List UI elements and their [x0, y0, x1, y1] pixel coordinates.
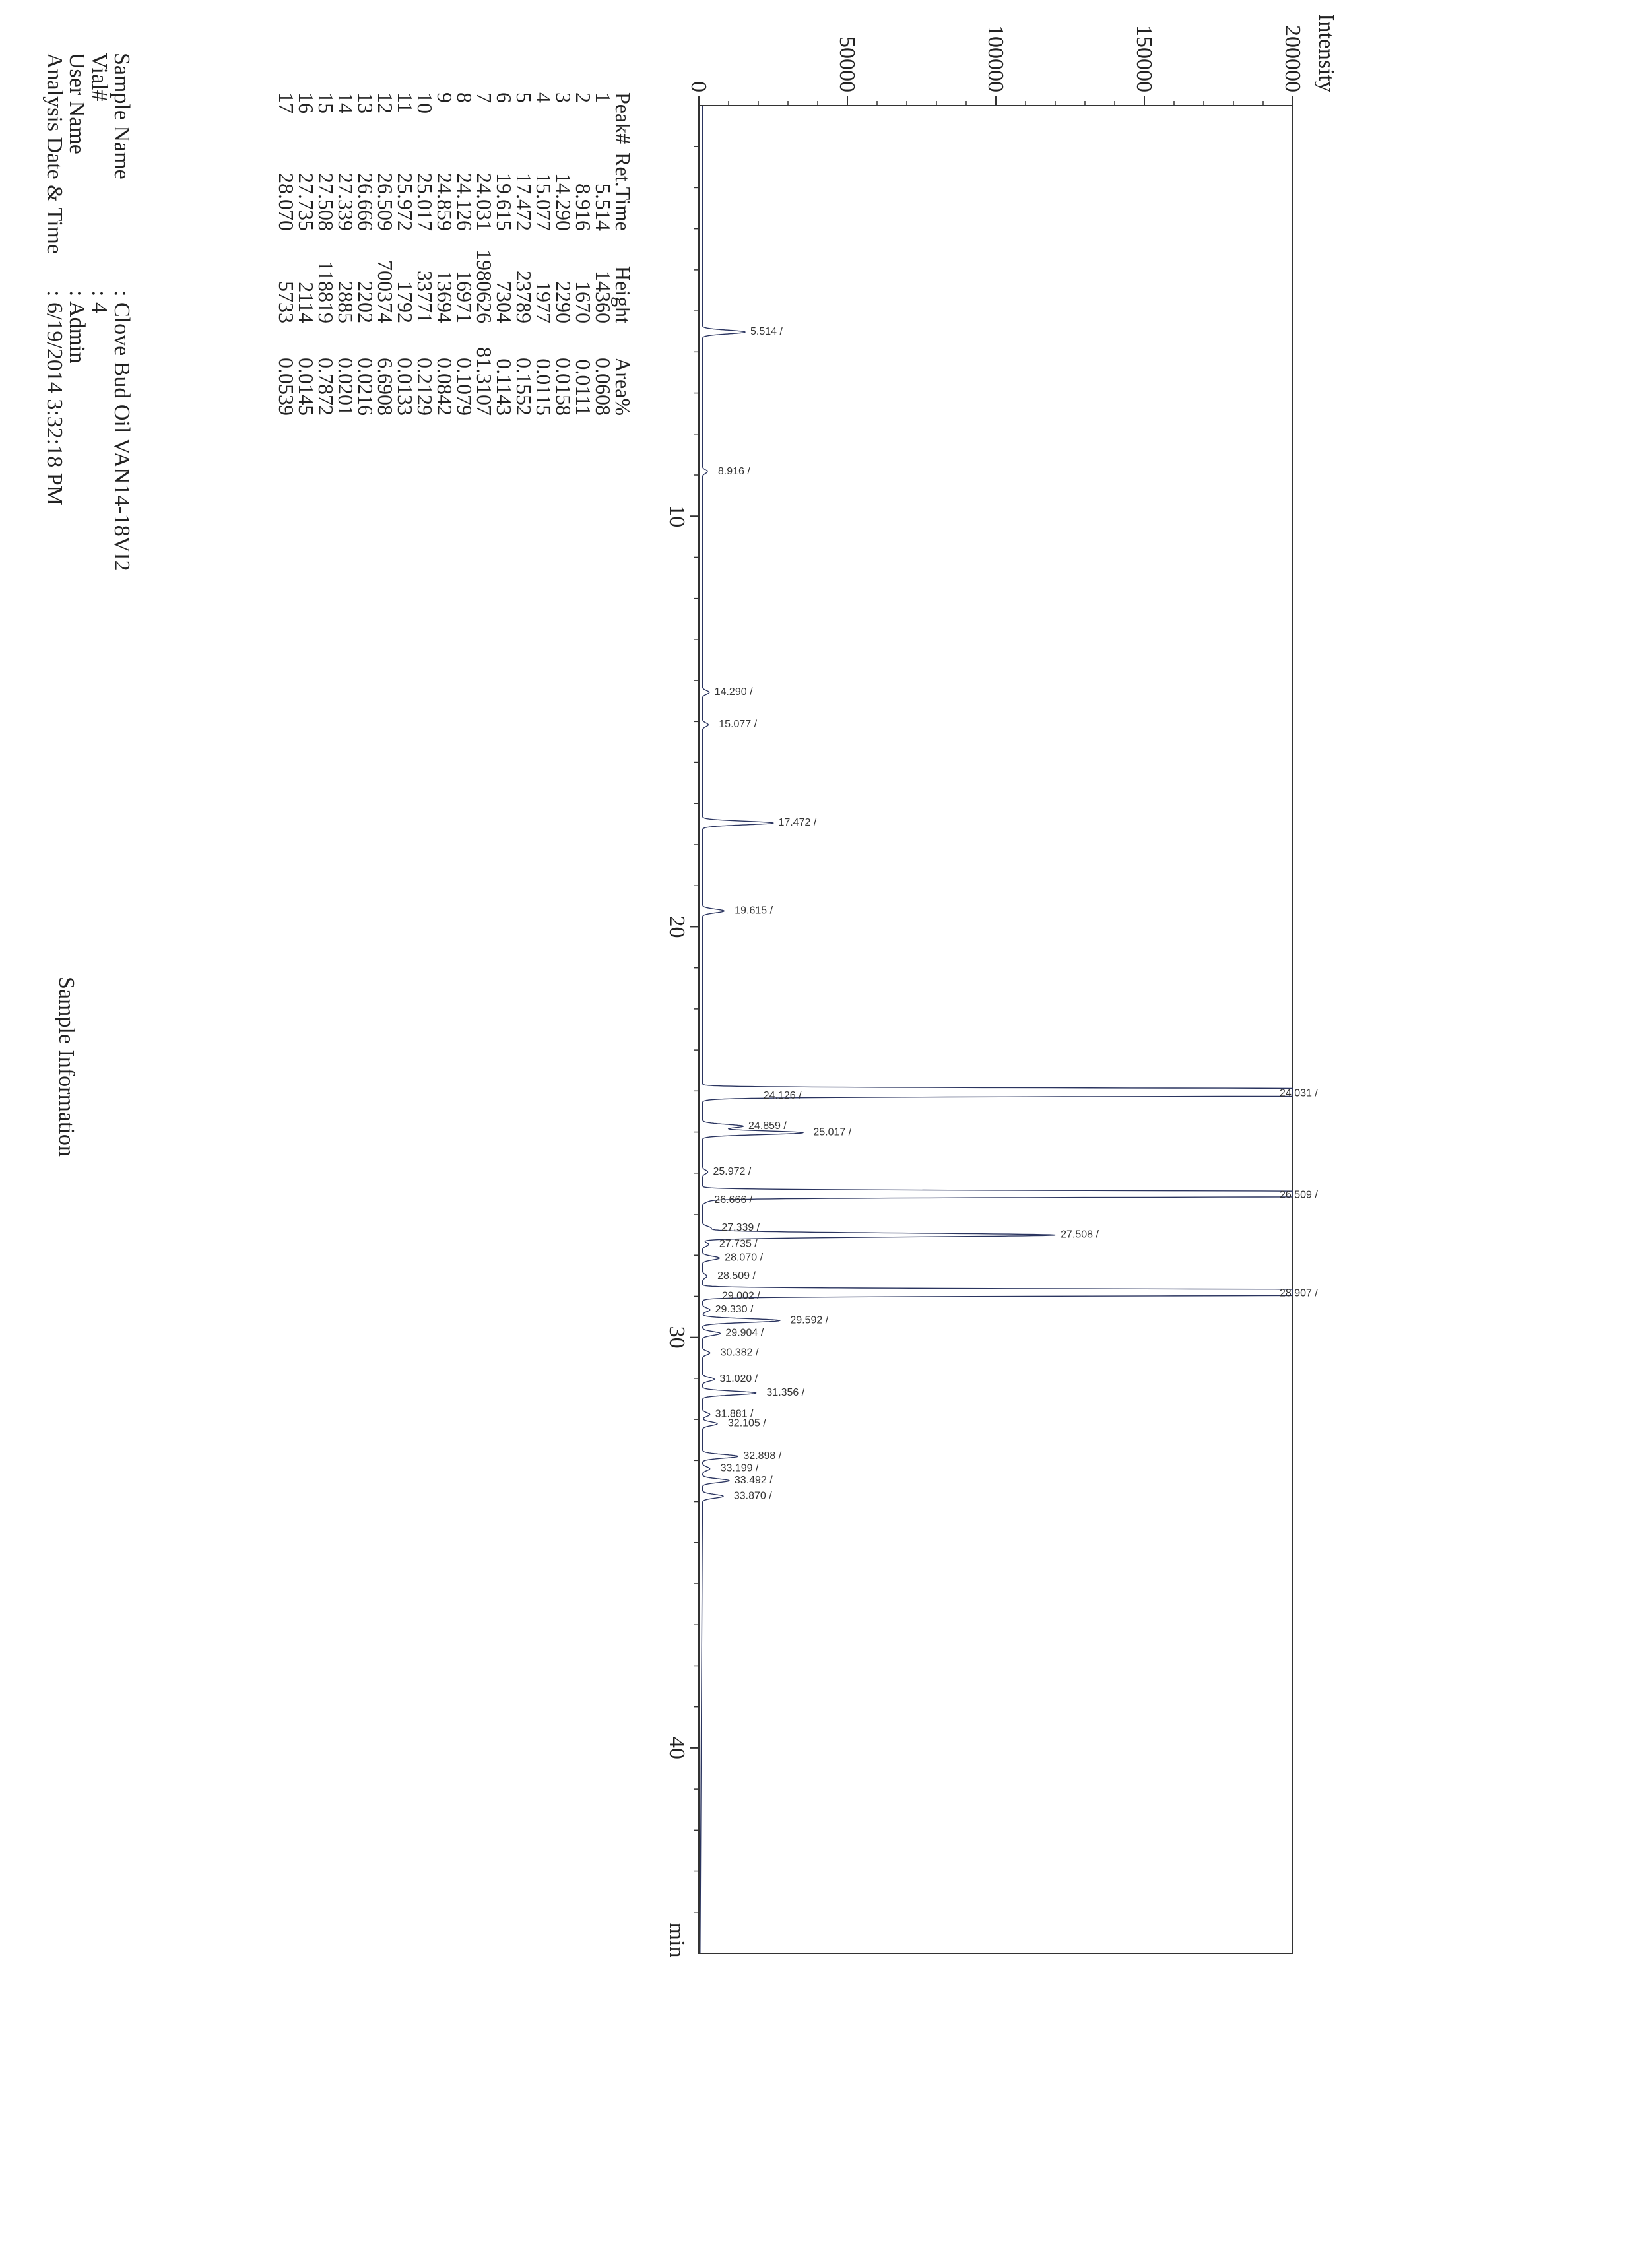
peak-table-cell: 14	[334, 92, 358, 113]
x-tick-label: 20	[665, 915, 689, 938]
peak-table-cell: 23789	[512, 271, 536, 323]
peak-table-cell: 16	[294, 92, 318, 113]
peak-label: 31.356 /	[766, 1387, 805, 1399]
peak-table-cell: 2290	[552, 281, 575, 323]
section-title: Sample Information	[54, 977, 79, 1157]
peak-label: 33.492 /	[734, 1474, 773, 1486]
peak-table-cell: 2885	[334, 281, 358, 323]
peak-table-cell: 1	[591, 92, 615, 103]
peak-table-column	[275, 92, 635, 145]
peak-label: 5.514 /	[750, 326, 783, 338]
peak-label: 29.330 /	[715, 1303, 754, 1315]
peak-table-header: Peak#	[611, 92, 635, 145]
user-name-value: : Admin	[65, 290, 89, 364]
peak-table-cell: 13694	[433, 271, 457, 323]
x-tick-label: 30	[665, 1326, 689, 1349]
peak-table-cell: 0.0216	[354, 358, 377, 416]
peak-label: 29.592 /	[790, 1314, 829, 1326]
peak-table-cell: 15.077	[532, 173, 556, 231]
peak-table-cell: 0.0201	[334, 358, 358, 416]
peak-table-cell: 5	[512, 92, 536, 103]
user-name-label: User Name	[65, 53, 89, 154]
peak-label: 32.898 /	[743, 1450, 782, 1462]
peak-table-cell: 0.1552	[512, 358, 536, 416]
peak-table-cell: 118819	[314, 261, 338, 323]
peak-table-cell: 27.508	[314, 173, 338, 231]
peak-label: 26.509 /	[1280, 1189, 1318, 1201]
peak-table-cell: 81.3107	[473, 347, 496, 416]
peak-table-cell: 17.472	[512, 173, 536, 231]
peak-table-cell: 2114	[294, 282, 318, 323]
peak-table-cell: 0.0608	[591, 358, 615, 416]
peak-table-cell: 8	[453, 92, 476, 103]
peak-label: 26.666 /	[714, 1194, 753, 1206]
peak-table-cell: 9	[433, 92, 457, 103]
peak-table-cell: 5.514	[591, 183, 615, 231]
y-tick-label: 200000	[1280, 25, 1305, 92]
peak-table-cell: 16971	[453, 271, 476, 323]
peak-table-cell: 1792	[393, 281, 417, 323]
peak-label: 28.070 /	[725, 1252, 764, 1264]
peak-table-cell: 7	[473, 92, 496, 103]
peak-table-cell: 25.972	[393, 173, 417, 231]
peak-table-cell: 26.666	[354, 173, 377, 231]
peak-table-cell: 25.017	[413, 173, 437, 231]
peak-table-cell: 1977	[532, 281, 556, 323]
peak-table-cell: 0.0133	[393, 358, 417, 416]
peak-table-cell: 17	[275, 92, 298, 113]
peak-table-cell: 13	[354, 92, 377, 113]
peak-table-column	[277, 337, 633, 416]
plot-frame	[699, 106, 1293, 1953]
peak-table-cell: 2202	[354, 281, 377, 323]
peak-label: 24.031 /	[1280, 1087, 1318, 1099]
peak-table-cell: 14360	[591, 271, 615, 323]
peak-table-cell: 0.0145	[294, 358, 318, 416]
peak-table-cell: 2	[572, 92, 595, 103]
peak-table-cell: 24.031	[473, 173, 496, 231]
x-tick-label: 40	[665, 1736, 689, 1759]
x-axis-label: min	[665, 1922, 689, 1958]
sample-name-value: : Clove Bud Oil VAN14-18VI2	[110, 290, 134, 571]
peak-table-cell: 28.070	[275, 173, 298, 231]
peak-table-cell: 1670	[572, 281, 595, 323]
peak-label: 33.199 /	[720, 1462, 759, 1474]
analysis-date-value: : 6/19/2014 3:32:18 PM	[42, 290, 67, 505]
peak-label: 29.002 /	[721, 1290, 760, 1302]
peak-label: 30.382 /	[720, 1347, 759, 1359]
y-tick-label: 50000	[835, 36, 859, 92]
peak-label: 31.020 /	[719, 1373, 758, 1385]
peak-table-cell: 0.7872	[314, 358, 338, 416]
peak-label: 8.916 /	[717, 465, 750, 477]
peak-table-cell: 15	[314, 92, 338, 113]
analysis-date-label: Analysis Date & Time	[42, 53, 67, 255]
x-tick-label: 10	[665, 505, 689, 528]
peak-table-cell: 33771	[413, 271, 437, 323]
peak-label: 31.881 /	[715, 1408, 754, 1420]
peak-table-cell: 27.339	[334, 173, 358, 231]
peak-table-column	[277, 152, 633, 231]
peak-table-cell: 11	[393, 92, 417, 113]
peak-table-cell: 24.126	[453, 173, 476, 231]
peak-label: 27.508 /	[1061, 1229, 1099, 1241]
y-tick-label: 0	[686, 81, 711, 92]
peak-label: 33.870 /	[733, 1490, 772, 1502]
chromatogram-trace	[700, 106, 1293, 1953]
peak-table-cell: 24.859	[433, 173, 457, 231]
peak-table-cell: 10	[413, 92, 437, 113]
peak-label: 14.290 /	[714, 686, 753, 698]
peak-table-cell: 7304	[492, 281, 516, 323]
peak-label: 17.472 /	[778, 817, 817, 829]
peak-label: 24.126 /	[763, 1090, 802, 1102]
peak-table-cell: 6	[492, 92, 516, 103]
peak-table-cell: 19.615	[492, 173, 516, 231]
peak-table-cell: 4	[532, 92, 556, 103]
peak-label: 27.339 /	[721, 1222, 760, 1234]
peak-label: 24.859 /	[748, 1120, 787, 1132]
peak-label: 28.907 /	[1280, 1287, 1318, 1299]
peak-table-cell: 27.735	[294, 173, 318, 231]
peak-table-header: Height	[611, 265, 635, 323]
peak-label: 25.017 /	[813, 1126, 852, 1138]
peak-table-cell: 14.290	[552, 173, 575, 231]
peak-table-cell: 0.0115	[532, 358, 556, 416]
peak-table-header: Ret.Time	[611, 152, 635, 231]
peak-table-cell: 0.0111	[572, 359, 595, 416]
peak-table-cell: 0.2129	[413, 358, 437, 416]
y-axis-label: Intensity	[1314, 14, 1338, 92]
peak-table-cell: 0.0539	[275, 358, 298, 416]
peak-table-cell: 700374	[374, 260, 397, 323]
peak-table-column	[277, 244, 633, 323]
peak-table-cell: 0.1143	[492, 358, 516, 416]
vial-label: Vial#	[87, 53, 112, 102]
peak-label: 27.735 /	[719, 1238, 758, 1250]
vial-value: : 4	[87, 290, 112, 313]
peak-label: 19.615 /	[735, 905, 773, 917]
peak-table-cell: 8.916	[572, 183, 595, 231]
peak-label: 32.105 /	[727, 1417, 766, 1429]
y-tick-label: 150000	[1132, 25, 1156, 92]
peak-table-header: Area%	[611, 357, 635, 416]
peak-table-cell: 5733	[275, 281, 298, 323]
peak-table-cell: 1980626	[473, 249, 496, 323]
peak-table-cell: 0.0842	[433, 358, 457, 416]
y-tick-label: 100000	[983, 25, 1008, 92]
peak-label: 25.972 /	[713, 1166, 752, 1178]
peak-table-cell: 0.1079	[453, 358, 476, 416]
peak-table-cell: 12	[374, 92, 397, 113]
peak-table-cell: 0.0158	[552, 358, 575, 416]
peak-table-cell: 6.6908	[374, 358, 397, 416]
peak-label: 29.904 /	[725, 1327, 764, 1339]
peak-table-cell: 3	[552, 92, 575, 103]
peak-label: 28.509 /	[717, 1270, 756, 1281]
peak-label: 15.077 /	[719, 719, 758, 730]
peak-table-cell: 26.509	[374, 173, 397, 231]
sample-name-label: Sample Name	[110, 53, 134, 179]
